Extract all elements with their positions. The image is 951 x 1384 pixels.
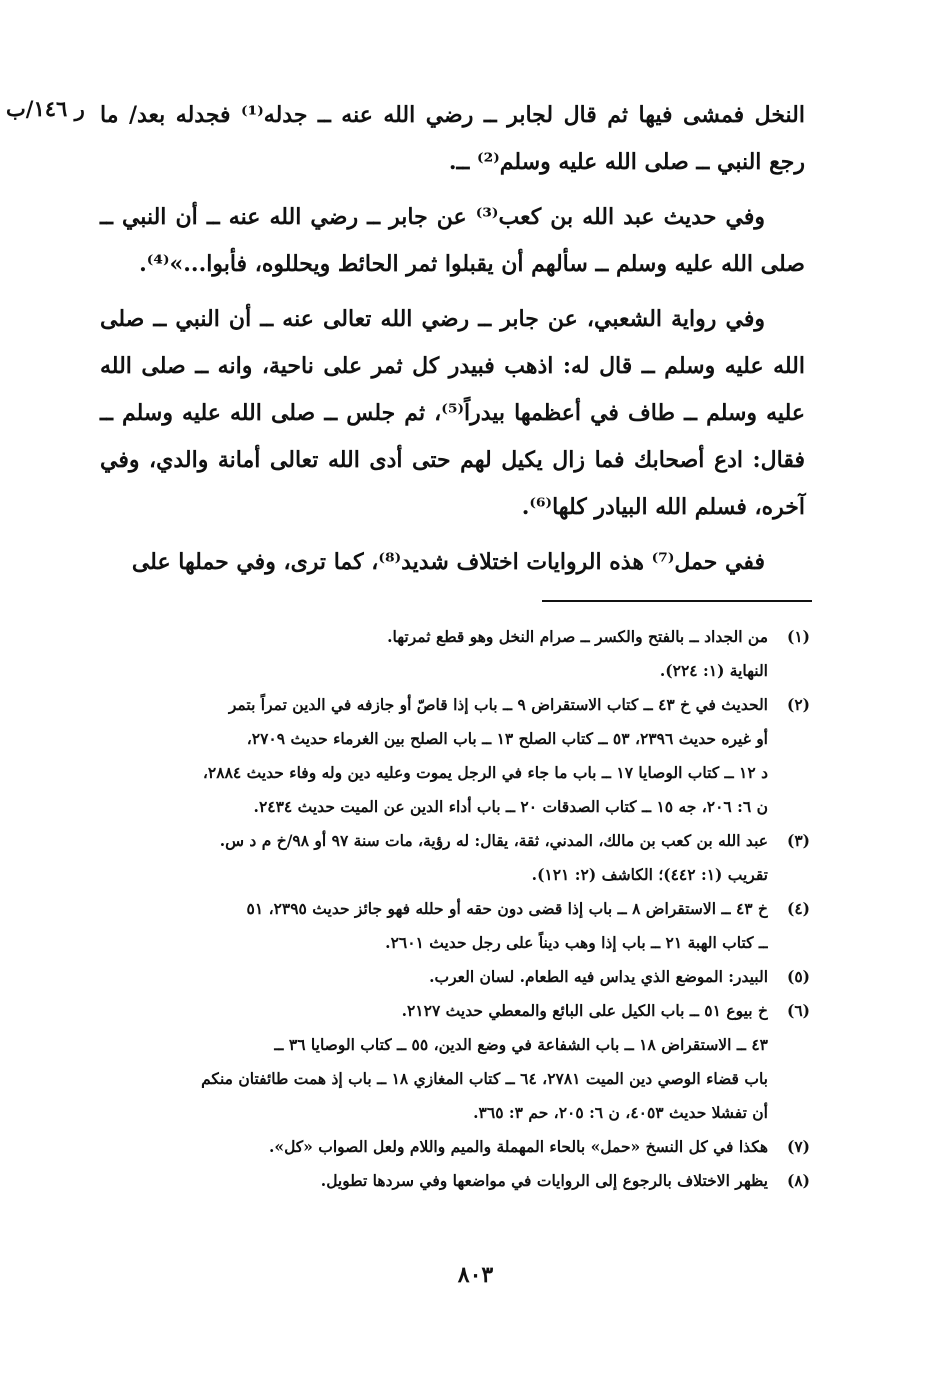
footnote-number: (٨)	[786, 1171, 810, 1190]
footnote-line: ٤٣ ــ الاستقراض ١٨ ــ باب الشفاعة في وضع الدين، ٥٥ ــ كتاب الوصايا ٣٦ ــ	[274, 1035, 768, 1054]
footnote-number: (١)	[786, 627, 810, 646]
footnote-6	[110, 994, 810, 1130]
footnote-line: أو غيره حديث ٢٣٩٦، ٥٣ ــ كتاب الصلح ١٣ ــ باب الصلح بين الغرماء حديث ٢٧٠٩،	[246, 729, 768, 748]
footnote-line: باب قضاء الوصي دين الميت ٢٧٨١، ٦٤ ــ كتاب المغازي ١٨ ــ باب إذ همت طائفتان منكم	[201, 1069, 768, 1088]
footnote-7	[110, 1130, 810, 1164]
paragraph-4: ففي حمل⁽⁷⁾ هذه الروايات اختلاف شديد⁽⁸⁾، كما ترى، وفي حملها على	[131, 549, 765, 575]
footnote-3	[110, 824, 810, 892]
footnote-line: أن تفشلا حديث ٤٠٥٣، ن ٦: ٢٠٥، حم ٣: ٣٦٥.	[473, 1103, 768, 1122]
footnote-number: (٥)	[786, 967, 810, 986]
footnote-line: د ١٢ ــ كتاب الوصايا ١٧ ــ باب ما جاء في الرجل يموت وعليه دين وله وفاء حديث ٢٨٨٤،	[202, 763, 768, 782]
footnote-number: (٣)	[786, 831, 810, 850]
footnote-line: الحديث في خ ٤٣ ــ كتاب الاستقراض ٩ ــ باب إذا قاصّ أو جازفه في الدين تمراً بتمر	[228, 695, 768, 714]
footnote-line: من الجداد ــ بالفتح والكسر ــ صرام النخل وهو قطع ثمرتها.	[387, 627, 768, 646]
page-number: ٨٠٣	[457, 1262, 494, 1288]
paragraph-2: وفي حديث عبد الله بن كعب⁽³⁾ عن جابر ــ رضي الله عنه ــ أن النبي ــ صلى الله عليه وسلم ــ سألهم أن يقبلوا ثمر الحائط ويحللوه، فأبوا...»⁽⁴⁾.	[100, 204, 805, 277]
footnote-5	[110, 960, 810, 994]
paragraph-1: النخل فمشى فيها ثم قال لجابر ــ رضي الله عنه ــ جدله⁽¹⁾ فجدله بعد/ ما رجع النبي ــ صلى الله عليه وسلم⁽²⁾ ــ.	[100, 102, 805, 175]
footnotes	[110, 620, 810, 1198]
footnote-4	[110, 892, 810, 960]
footnote-line: خ ٤٣ ــ الاستقراض ٨ ــ باب إذا قضى دون حقه أو حلله فهو جائز حديث ٢٣٩٥، ٥١	[246, 899, 768, 918]
footnote-line: هكذا في كل النسخ «حمل» بالحاء المهملة والميم واللام ولعل الصواب «كل».	[268, 1137, 768, 1156]
footnote-number: (٤)	[786, 899, 810, 918]
footnote-8	[110, 1164, 810, 1198]
footnote-number: (٢)	[786, 695, 810, 714]
margin-reference: ر ١٤٦/ب	[6, 96, 85, 121]
footnote-separator	[542, 600, 812, 602]
footnote-number: (٦)	[786, 1001, 810, 1020]
footnote-line: عبد الله بن كعب بن مالك، المدني، ثقة، يقال: له رؤية، مات سنة ٩٧ أو ٩٨/خ م د س.	[219, 831, 768, 850]
footnote-line: النهاية (١: ٢٢٤).	[659, 661, 768, 680]
footnote-line: يظهر الاختلاف بالرجوع إلى الروايات في مواضعها وفي سردها تطويل.	[320, 1171, 768, 1190]
footnote-line: ن ٦: ٢٠٦، جه ١٥ ــ كتاب الصدقات ٢٠ ــ باب أداء الدين عن الميت حديث ٢٤٣٤.	[253, 797, 768, 816]
footnote-line: تقريب (١: ٤٤٢)؛ الكاشف (٢: ١٢١).	[531, 865, 768, 884]
footnote-line: ــ كتاب الهبة ٢١ ــ باب إذا وهب ديناً على رجل حديث ٢٦٠١.	[385, 933, 768, 952]
paragraph-3: وفي رواية الشعبي، عن جابر ــ رضي الله تعالى عنه ــ أن النبي ــ صلى الله عليه وسلم ــ قال له: اذهب فبيدر كل ثمر على ناحية، وانه ــ صلى الله عليه وسلم ــ طاف في أعظمها بيدراً⁽⁵⁾، ثم جلس ــ صلى الله عليه وسلم ــ فقال: ادع أصحابك فما زال يكيل لهم حتى أدى الله تعالى أمانة والدي، وفي آخره، فسلم الله البيادر كلها⁽⁶⁾.	[100, 306, 805, 520]
footnote-2	[110, 688, 810, 824]
main-text	[100, 92, 805, 594]
footnote-number: (٧)	[786, 1137, 810, 1156]
footnote-1	[110, 620, 810, 688]
footnote-line: خ بيوع ٥١ ــ باب الكيل على البائع والمعطي حديث ٢١٢٧.	[401, 1001, 768, 1020]
footnote-line: البيدر: الموضع الذي يداس فيه الطعام. لسان العرب.	[429, 967, 768, 986]
